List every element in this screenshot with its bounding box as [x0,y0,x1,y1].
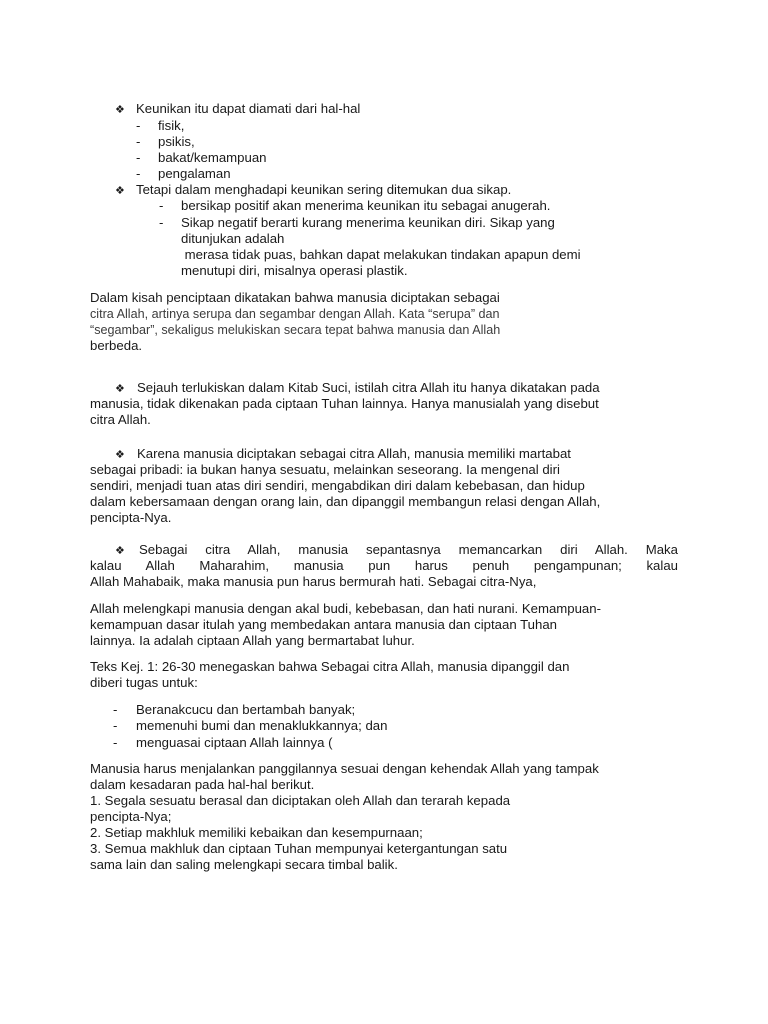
dash-marker: - [136,150,141,165]
paragraph-line: Dalam kisah penciptaan dikatakan bahwa manusia diciptakan sebagai [90,290,500,305]
list-item: psikis, [158,134,195,149]
dash-marker: - [159,215,164,230]
paragraph-line: Sejauh terlukiskan dalam Kitab Suci, istilah citra Allah itu hanya dikatakan pada [137,380,600,395]
list-item: fisik, [158,118,185,133]
dash-marker: - [113,735,118,750]
paragraph-line: pencipta-Nya. [90,510,172,525]
diamond-bullet-icon: ❖ [115,103,125,116]
paragraph-line: “segambar”, sekaligus melukiskan secara tepat bahwa manusia dan Allah [90,323,501,337]
list-item: memenuhi bumi dan menaklukkannya; dan [136,718,388,733]
list-item: bersikap positif akan menerima keunikan itu sebagai anugerah. [181,198,551,213]
dash-marker: - [113,702,118,717]
paragraph-kitab-suci [90,396,678,428]
paragraph-line: 1. Segala sesuatu berasal dan diciptakan oleh Allah dan terarah kepada [90,793,511,808]
dash-marker: - [159,198,164,213]
paragraph-line: manusia, tidak dikenakan pada ciptaan Tuhan lainnya. Hanya manusialah yang disebut [90,396,599,411]
list-item: bakat/kemampuan [158,150,267,165]
bullet-text: Tetapi dalam menghadapi keunikan sering ditemukan dua sikap. [136,182,512,197]
paragraph-line: berbeda. [90,338,143,353]
paragraph-line: dalam kesadaran pada hal-hal berikut. [90,777,315,792]
dash-marker: - [136,166,141,181]
dash-marker: - [136,118,141,133]
list-item: menguasai ciptaan Allah lainnya ( [136,735,333,750]
paragraph-panggilan [90,761,678,873]
paragraph-line: 3. Semua makhluk dan ciptaan Tuhan mempunyai ketergantungan satu [90,841,508,856]
bullet-text: Keunikan itu dapat diamati dari hal-hal [136,101,361,116]
list-item-line: ditunjukan adalah [181,231,285,246]
list-item: Beranakcucu dan bertambah banyak; [136,702,356,717]
list-item: pengalaman [158,166,231,181]
paragraph-line: Allah melengkapi manusia dengan akal budi, kebebasan, dan hati nurani. Kemampuan- [90,601,601,616]
paragraph-line: lainnya. Ia adalah ciptaan Allah yang bermartabat luhur. [90,633,415,648]
paragraph-line: Karena manusia diciptakan sebagai citra Allah, manusia memiliki martabat [137,446,571,461]
diamond-bullet-icon: ❖ [115,544,125,557]
dash-marker: - [113,718,118,733]
paragraph-line: citra Allah, artinya serupa dan segambar dengan Allah. Kata “serupa” dan [90,307,500,321]
paragraph-akal-budi [90,601,678,649]
paragraph-line: diberi tugas untuk: [90,675,198,690]
paragraph-line: sama lain dan saling melengkapi secara timbal balik. [90,857,398,872]
diamond-bullet-icon: ❖ [115,184,125,197]
paragraph-line: 2. Setiap makhluk memiliki kebaikan dan kesempurnaan; [90,825,423,840]
paragraph-line: Teks Kej. 1: 26-30 menegaskan bahwa Sebagai citra Allah, manusia dipanggil dan [90,659,570,674]
paragraph-line: dalam kebersamaan dengan orang lain, dan dipanggil membangun relasi dengan Allah, [90,494,601,509]
paragraph-line: pencipta-Nya; [90,809,172,824]
paragraph-martabat [90,462,678,526]
paragraph-line: Sebagai citra Allah, manusia sepantasnya memancarkan diri Allah. Maka [139,542,678,557]
paragraph-kejadian [90,659,678,691]
list-item-line: merasa tidak puas, bahkan dapat melakukan tindakan apapun demi [181,247,581,262]
paragraph-line: Allah Mahabaik, maka manusia pun harus bermurah hati. Sebagai citra-Nya, [90,574,537,589]
paragraph-penciptaan [90,290,610,354]
paragraph-line: Manusia harus menjalankan panggilannya sesuai dengan kehendak Allah yang tampak [90,761,599,776]
paragraph-line: citra Allah. [90,412,151,427]
paragraph-line: kalau Allah Maharahim, manusia pun harus penuh pengampunan; kalau [90,558,678,573]
dash-marker: - [136,134,141,149]
diamond-bullet-icon: ❖ [115,382,125,395]
paragraph-line: kemampuan dasar itulah yang membedakan antara manusia dan ciptaan Tuhan [90,617,557,632]
diamond-bullet-icon: ❖ [115,448,125,461]
list-item-line: Sikap negatif berarti kurang menerima keunikan diri. Sikap yang [181,215,555,230]
paragraph-line: sebagai pribadi: ia bukan hanya sesuatu, melainkan seseorang. Ia mengenal diri [90,462,560,477]
list-item-line: menutupi diri, misalnya operasi plastik. [181,263,408,278]
paragraph-line: sendiri, menjadi tuan atas diri sendiri, mengabdikan diri dalam kebebasan, dan hidup [90,478,585,493]
